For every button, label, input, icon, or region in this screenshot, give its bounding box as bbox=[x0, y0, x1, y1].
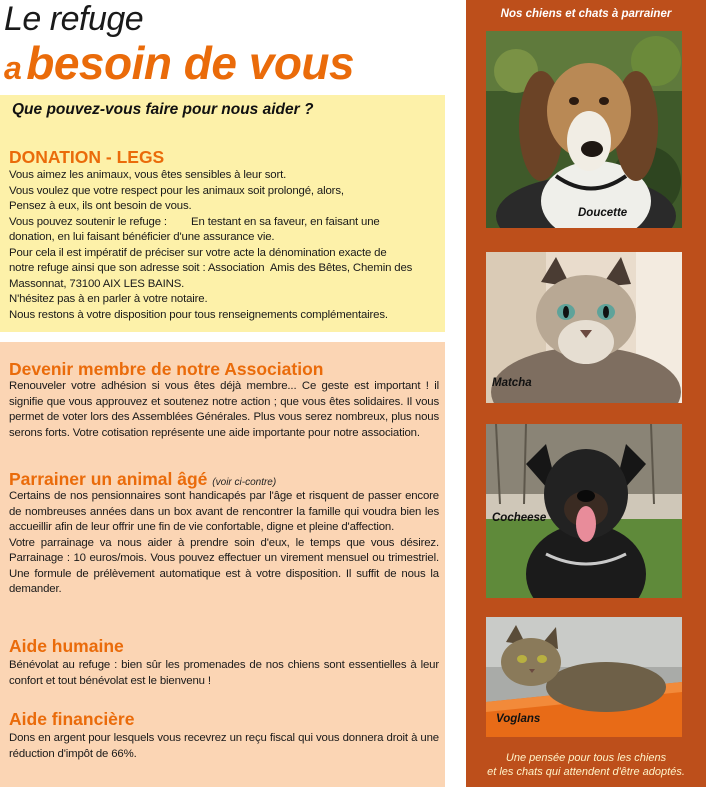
parrainer-text bbox=[9, 489, 439, 598]
title-big-words: besoin de vous bbox=[26, 37, 355, 89]
membre-paragraph: Renouveler votre adhésion si vous êtes déjà membre... Ce geste est important ! il signifie que vous approuvez et soutenez notre action ; que vous êtes solidaires. Il vous permet de voter lors des Assemblées Générales. Plus vous serez nombreux, plus nous serons forts. Votre cotisation représente une aide importante pour notre association. bbox=[9, 380, 439, 439]
photo-voglans bbox=[486, 617, 682, 737]
parrainer-paragraph-2: Votre parrainage va nous aider à prendre soin d'eux, le temps que vous désirez. Parrainage : 10 euros/mois. Vous pouvez effectuer un virement mensuel ou trimestriel. Une formule de prélèvement automatique est à votre disposition. Il suffit de nous la demander. bbox=[9, 536, 439, 595]
donation-line: Massonnat, 73100 AIX LES BAINS. bbox=[9, 277, 185, 290]
humaine-text bbox=[9, 658, 439, 689]
beagle-photo-icon bbox=[486, 31, 682, 228]
donation-text bbox=[9, 168, 439, 323]
donation-line: Vous pouvez soutenir le refuge : En testant en sa faveur, en faisant une bbox=[9, 215, 380, 228]
donation-line: Pensez à eux, ils ont besoin de vous. bbox=[9, 200, 192, 212]
caption-matcha: Matcha bbox=[492, 377, 532, 389]
parrainer-heading-text: Parrainer un animal âgé bbox=[9, 469, 208, 489]
caption-cocheese: Cocheese bbox=[492, 512, 547, 524]
humaine-heading: Aide humaine bbox=[9, 636, 124, 656]
adoption-sidebar bbox=[466, 0, 706, 787]
financiere-paragraph: Dons en argent pour lesquels vous recevrez un reçu fiscal qui vous donnera droit à une réduction d'impôt de 66%. bbox=[9, 732, 439, 760]
membre-text bbox=[9, 379, 439, 441]
footer-line-2: et les chats qui attendent d'être adoptés. bbox=[487, 766, 685, 778]
donation-line: Pour cela il est impératif de préciser sur votre acte la dénomination exacte de bbox=[9, 246, 387, 259]
page-title-line2 bbox=[4, 36, 354, 90]
photo-doucette bbox=[486, 31, 682, 228]
photo-matcha bbox=[486, 252, 682, 403]
dog-photo-icon bbox=[486, 424, 682, 598]
donation-line: donation, en lui faisant bénéficier d'une assurance vie. bbox=[9, 231, 275, 243]
financiere-text bbox=[9, 731, 439, 762]
parrainer-heading bbox=[9, 469, 276, 490]
donation-line: Nous restons à votre disposition pour tous renseignements complémentaires. bbox=[9, 308, 388, 321]
donation-heading: DONATION - LEGS bbox=[9, 147, 165, 167]
membre-heading: Devenir membre de notre Association bbox=[9, 359, 324, 379]
caption-voglans: Voglans bbox=[496, 713, 541, 725]
photo-cocheese bbox=[486, 424, 682, 598]
donation-line: notre refuge ainsi que son adresse soit : Association Amis des Bêtes, Chemin des bbox=[9, 262, 413, 274]
page-title-line1: Le refuge bbox=[4, 0, 144, 38]
parrainer-note: (voir ci-contre) bbox=[212, 477, 277, 488]
financiere-heading: Aide financière bbox=[9, 709, 135, 729]
intro-question: Que pouvez-vous faire pour nous aider ? bbox=[12, 101, 314, 118]
sidebar-title: Nos chiens et chats à parrainer bbox=[500, 8, 672, 20]
donation-line: Vous voulez que votre respect pour les animaux soit prolongé, alors, bbox=[9, 184, 344, 197]
donation-line: N'hésitez pas à en parler à votre notaire. bbox=[9, 293, 208, 305]
caption-doucette: Doucette bbox=[578, 207, 628, 219]
footer-line-1: Une pensée pour tous les chiens bbox=[505, 752, 667, 764]
donation-line: Vous aimez les animaux, vous êtes sensibles à leur sort. bbox=[9, 169, 287, 181]
parrainer-paragraph-1: Certains de nos pensionnaires sont handicapés par l'âge et risquent de passer encore de nombreuses années dans un box avant de rencontrer la famille qui voudra bien les accueillir afin de leur offrir une fin de vie confortable, digne et pleine d'affection. bbox=[9, 490, 439, 533]
sidebar-footer bbox=[466, 751, 706, 779]
humaine-paragraph: Bénévolat au refuge : bien sûr les promenades de nos chiens sont essentielles à leur confort et tout bénévolat est le bienvenu ! bbox=[9, 659, 439, 687]
title-small-word: a bbox=[4, 50, 22, 86]
